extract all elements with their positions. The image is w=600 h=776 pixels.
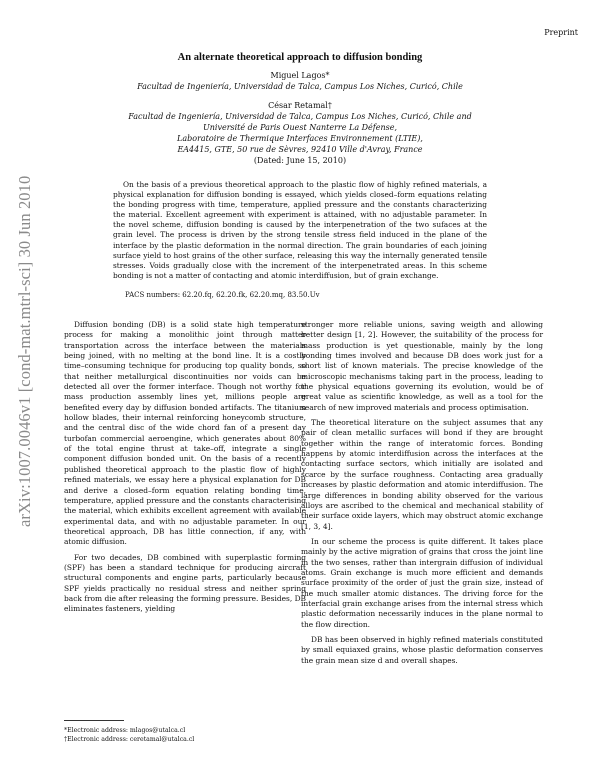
paragraph: For two decades, DB combined with superplastic forming (SPF) has been a standard technique for producing aircraft structural components and engine parts, particularly because SPF yields practically no residual stress and neither spring back from die after releasing the forming pressure. Besides, DB eliminates fasteners, yielding xyxy=(64,552,306,614)
author-affiliation-line: Université de Paris Ouest Nanterre La Défense, xyxy=(202,123,398,132)
author-affiliation-line: Facultad de Ingeniería, Universidad de Talca, Campus Los Niches, Curicó, Chile and xyxy=(128,112,472,121)
preprint-label: Preprint xyxy=(544,28,578,37)
footnote-divider xyxy=(64,720,124,721)
footnote: *Electronic address: mlagos@utalca.cl xyxy=(64,727,186,734)
footnote: †Electronic address: ceretamal@utalca.cl xyxy=(64,736,195,743)
author-affiliation-line: EA4415, GTE, 50 rue de Sèvres, 92410 Ville d'Avray, France xyxy=(177,145,423,154)
author-name: César Retamal† xyxy=(268,101,332,110)
arxiv-identifier: arXiv:1007.0046v1 [cond-mat.mtrl-sci] 30 Jun 2010 xyxy=(15,175,34,527)
paragraph: In our scheme the process is quite different. It takes place mainly by the active migration of grains that cross the joint line in the two senses, rather than intergrain diffusion of individual atoms. Grain exchange is much more efficient and demands surface proximity of the order of just the grain size, instead of the much smaller atomic distances. The driving force for the interfacial grain exchange arises from the internal stress which plastic deformation necessarily induces in the plane normal to the flow direction. xyxy=(301,536,543,629)
date-line: (Dated: June 15, 2010) xyxy=(253,156,347,165)
author-affiliation-line: Laboratoire de Thermique Interfaces Environnement (LTIE), xyxy=(177,134,423,143)
body-column-left xyxy=(64,320,306,620)
paper-title: An alternate theoretical approach to diffusion bonding xyxy=(177,52,423,63)
pacs-numbers: PACS numbers: 62.20.fq, 62.20.fk, 62.20.mq, 83.50.Uv xyxy=(125,291,320,299)
paragraph: Diffusion bonding (DB) is a solid state high temperature process for making a monolithic joint through matter transportation across the interface between the materials being joined, with no melting at the bond line. It is a costly time–consuming technique for producing top quality bonds, so that neither metallurgical discontinuities nor voids can be detected all over the former interface. Though not worthy for mass production assembly lines yet, millions people are benefited every day by diffusion bonded artifacts. The titanium hollow blades, their internal reinforcing honeycomb structure, and the central disc of the wide chord fan of a present day turbofan commercial aeroengine, which generates about 80% of the total engine thrust at take–off, integrate a single component diffusion bonded unit. On the basis of a recently published theoretical approach to the plastic flow of highly refined materials, we essay here a physical explanation for DB and derive a closed–form equation relating bonding time, temperature, applied pressure and the constants characterising the material, which exhibits excellent agreement with available experimental data, and with no adjustable parameter. In our theoretical approach, DB has little connection, if any, with atomic diffusion. xyxy=(64,320,306,547)
paragraph: DB has been observed in highly refined materials constituted by small equiaxed grains, whose plastic deformation conserves the grain mean size d and overall shapes. xyxy=(301,634,543,665)
author-affiliation: Facultad de Ingeniería, Universidad de Talca, Campus Los Niches, Curicó, Chile xyxy=(137,82,463,91)
body-column-right xyxy=(301,320,543,671)
paragraph: The theoretical literature on the subject assumes that any pair of clean metallic surfaces will bond if they are brought together within the range of interatomic forces. Bonding happens by atomic interdiffusion across the interfaces at the contacting surface sectors, which initially are isolated and scarce by the surface roughness. Contacting area gradually increases by plastic deformation and atomic interdiffusion. The large differences in bonding ability observed for the various alloys are ascribed to the chemical and mechanical stability of their surface oxide layers, which may obstruct atomic exchange [1, 3, 4]. xyxy=(301,418,543,531)
abstract: On the basis of a previous theoretical approach to the plastic flow of highly refined materials, a physical explanation for diffusion bonding is essayed, which yields closed–form equations relating the bonding progress with time, temperature, applied pressure and the constants characterizing the material. Excellent agreement with experiment is attained, with no adjustable parameter. In the novel scheme, diffusion bonding is caused by the interpenetration of the two sufaces at the grain level. The process is driven by the strong tensile stress field induced in the plane of the interface by the plastic deformation in the normal direction. The grain boundaries of each joining surface yield to host grains of the other surface, releasing this way the internally generated tensile stresses. Voids gradually close with the increment of the interpenetrated areas. In this scheme bonding is not a matter of contacting and atomic interdiffusion, but of grain exchange. xyxy=(113,180,487,280)
author-name: Miguel Lagos* xyxy=(270,71,330,80)
paragraph: stronger more reliable unions, saving weigth and allowing better design [1, 2]. However, the suitability of the process for mass production is yet questionable, mainly by the long bonding times involved and because DB does work just for a short list of known materials. The precise knowledge of the microscopic mechanisms taking part in the process, leading to the physical equations governing its evolution, would be of great value as scientific knowledge, as well as a tool for the search of new improved materials and process optimisation. xyxy=(301,320,543,412)
